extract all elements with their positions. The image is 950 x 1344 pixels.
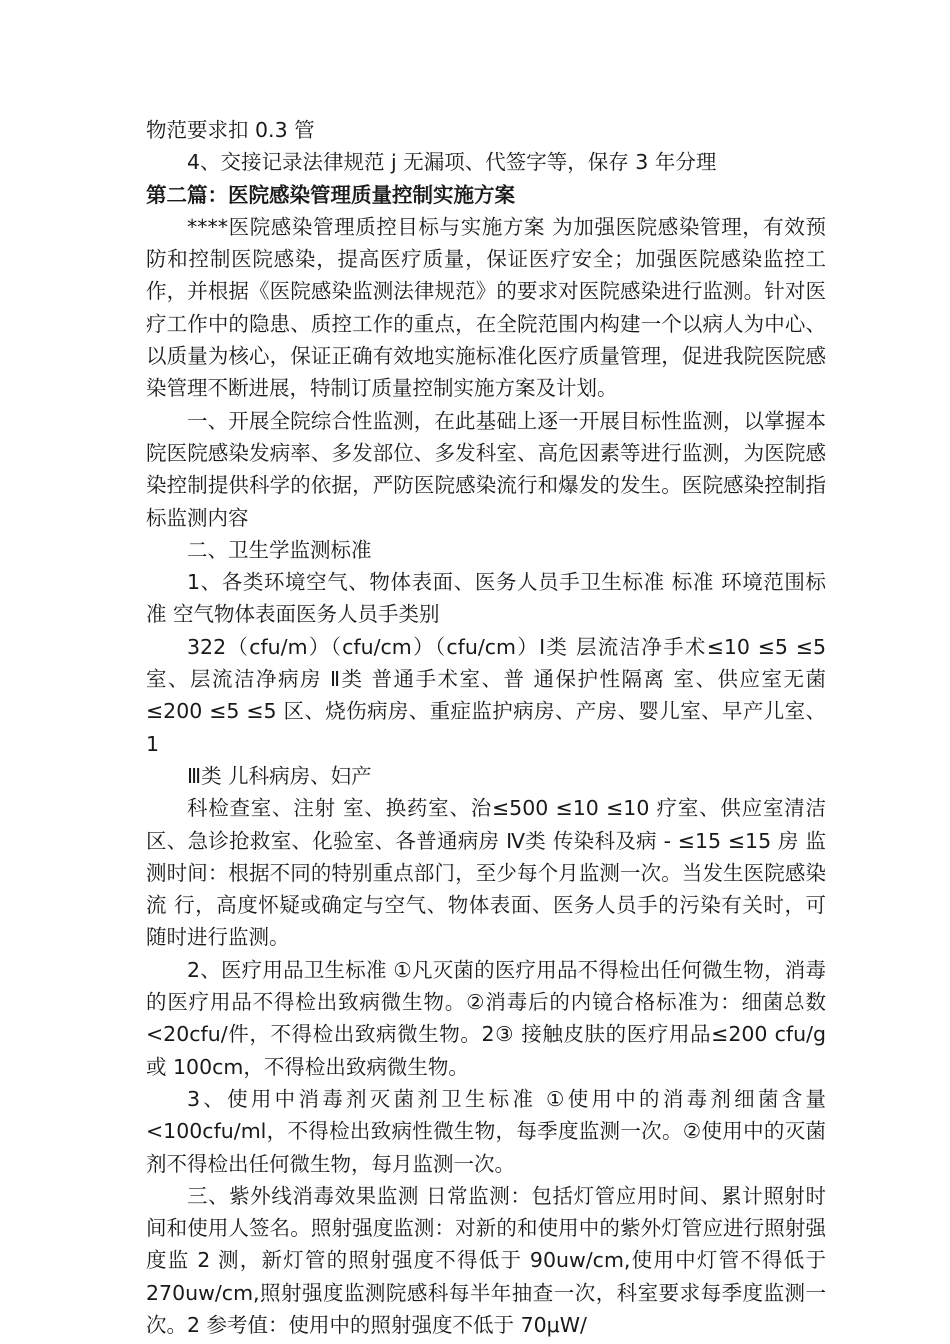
paragraph: 3、使用中消毒剂灭菌剂卫生标准 ①使用中的消毒剂细菌含量<100cfu/ml，不得检出致病性微生物，每季度监测一次。②使用中的灭菌剂不得检出任何微生物，每月监测一次。: [146, 1086, 826, 1176]
paragraph: Ⅲ类 儿科病房、妇产: [187, 763, 372, 788]
continuation-line: 物范要求扣 0.3 管: [146, 118, 315, 142]
paragraph: 科检查室、注射 室、换药室、治≤500 ≤10 ≤10 疗室、供应室清洁区、急诊抢救室、化验室、各普通病房 Ⅳ类 传染科及病 - ≤15 ≤15 房 监测时间：根据不同的特别重点部门，至少每个月监测一次。当发生医院感染流 行，高度怀疑或确定与空气、物体表面、医务人员手的污染有关时，可随时进行监测。: [146, 796, 826, 950]
paragraph: 4、交接记录法律规范 j 无漏项、代签字等，保存 3 年分理: [187, 150, 717, 175]
paragraph: ****医院感染管理质控目标与实施方案 为加强医院感染管理，有效预防和控制医院感染，提高医疗质量，保证医疗安全；加强医院感染监控工作，并根据《医院感染监测法律规范》的要求对医院感染进行监测。针对医疗工作中的隐患、质控工作的重点，在全院范围内构建一个以病人为中心、以质量为核心，保证正确有效地实施标准化医疗质量管理，促进我院医院感染管理不断进展，特制订质量控制实施方案及计划。: [146, 214, 826, 401]
paragraph: 322（cfu/m）（cfu/cm）（cfu/cm）Ⅰ类 层流洁净手术≤10 ≤5 ≤5 室、层流洁净病房 Ⅱ类 普通手术室、普 通保护性隔离 室、供应室无菌≤200 ≤5 ≤5 区、烧伤病房、重症监护病房、产房、婴儿室、早产儿室、1: [146, 634, 826, 756]
paragraph: 2、医疗用品卫生标准 ①凡灭菌的医疗用品不得检出任何微生物，消毒的医疗用品不得检出致病微生物。②消毒后的内镜合格标准为：细菌总数<20cfu/件，不得检出致病微生物。2③ 接触皮肤的医疗用品≤200 cfu/g 或 100cm，不得检出致病微生物。: [146, 957, 826, 1079]
paragraph: 三、紫外线消毒效果监测 日常监测：包括灯管应用时间、累计照射时间和使用人签名。照射强度监测：对新的和使用中的紫外灯管应进行照射强度监 2 测，新灯管的照射强度不得低于 90uw/cm,使用中灯管不得低于 270uw/cm,照射强度监测院感科每半年抽查一次，科室要求每季度监测一次。2 参考值：使用中的照射强度不低于 70μW/: [146, 1183, 826, 1337]
section-heading: 第二篇：医院感染管理质量控制实施方案: [146, 182, 515, 207]
paragraph: 一、开展全院综合性监测，在此基础上逐一开展目标性监测，以掌握本院医院感染发病率、多发部位、多发科室、高危因素等进行监测，为医院感染控制提供科学的依据，严防医院感染流行和爆发的发生。医院感染控制指标监测内容: [146, 408, 826, 530]
paragraph: 二、卫生学监测标准: [187, 537, 372, 562]
document-body: [146, 114, 826, 1341]
paragraph: 1、各类环境空气、物体表面、医务人员手卫生标准 标准 环境范围标准 空气物体表面医务人员手类别: [146, 570, 826, 627]
